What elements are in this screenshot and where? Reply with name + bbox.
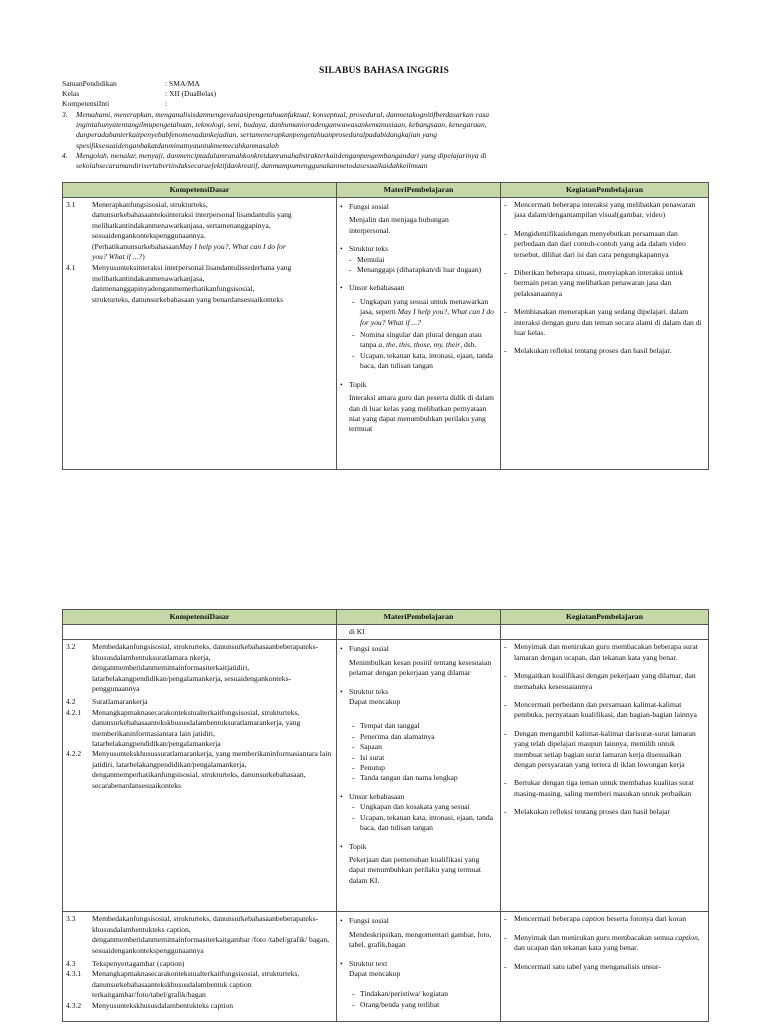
kegiatan-item: - Mencermati satu tabel yang menganalisis unsur-: [504, 961, 661, 971]
kd-item: 4.2.2 Menyusuntekskhusussuratlamarankerja, yang memberikaninformasiantara lain jatidiri, latarbelakangpendidikan/pengalamankerja, denganmemperhatikanfungsisosial, strukturteks, danunsurkebahasaan, secarabenardansesuaikonteks: [66, 749, 332, 790]
carry-materi-cell: di KI: [337, 625, 501, 640]
kegiatan-item: - Mencermati perbedann dan persamaan kalimat-kalimat pembuka, pernyataan kualifikasi, dan bagian-bagian lainnya: [504, 700, 697, 720]
meta-colon-value: : XII (DuaBelas): [165, 89, 217, 99]
kegiatan-item: - Dengan mengambil kalimat-kalimat darisurat-surat lamaran yang telah dipelajari maupun lainnya, memilih untuk membuat setiap bagian surat lamaran kerja disesuaikan dengan persyaratan yang tertera di iklan lowongan kerja: [504, 728, 696, 770]
kompetensi-inti-list: [62, 110, 712, 171]
kd-item: 4.3.1 Menangkapmaknasecarakontekstualterkaitfungsisosial, strukturteks, danunsurkebahasaantekskhususdalambentuk caption terkaitgambar/foto/tabel/grafik/bagan: [66, 969, 300, 1000]
bullet-icon: •: [340, 841, 343, 851]
kd-item: 4.3 Tekspenyertagambar (caption): [66, 959, 185, 969]
kegiatan-item: - Menyimak dan menirukan guru membacakan beberapa surat lamaran dengan ucapan, dan tekanan kata yang benar.: [504, 642, 698, 662]
document-title: SILABUS BAHASA INGGRIS: [318, 66, 450, 76]
kd-item: 4.1 Menyusunteksinteraksi interpersonal lisandantulissederhana yang melibatkantindakanmenawarkanjasa, danmenanggapinyadenganmemerhatikanfungsisosial, strukturteks, danunsurkebahasaan yang benardansesuaikonteks: [66, 263, 292, 304]
kd-item: 3.2 Membedakanfungsisosial, strukturteks, danunsurkebahasaanbeberapatekskhususdalambentuksuratlamara nkerja, denganmemberidanmemintainformasiterkaitjatidiri, latarbelakangpendidikan/pengalamankerja, sesuaidengankontekspenggunaannya: [66, 642, 319, 694]
identity-block: [62, 79, 365, 110]
kegiatan-cell: [501, 198, 709, 470]
bullet-icon: •: [340, 283, 343, 293]
kd-cell: [63, 912, 337, 1022]
bullet-icon: •: [340, 644, 343, 654]
materi-cell: • Fungsi sosial Menimbulkan kesan positif tentang kesesuaian pelamar dengan pekerjaan yang dilamar • Struktur teks Dapat mencakup - Tempat dan tanggal - Penerima dan alamatnya - Sapaan - Isi surat - Penutup - Tanda tangan dan nama lengkap • Unsur kebahasaan - Ungkapan dan kosakata yang sesuai - Ucapan, tekanan kata, intonasi, ejaan, tanda baca, dan tulisan tangan • Topik Pekerjaan dan pemenuhan kualifikasi yang dapat menumbuhkan perilaku yang termuat dalam KI.: [337, 640, 501, 912]
bullet-icon: •: [340, 686, 343, 696]
kegiatan-cell: [501, 912, 709, 1022]
meta-key: SatuanPendidikan: [62, 79, 117, 88]
kd-cell: [63, 640, 337, 912]
bullet-icon: •: [340, 958, 343, 968]
ki-item: 4. Mengolah, menalar, menyaji, danmenciptadalamranahkonkretdanranahabstrakterkaitdenganpengembangandari yang dipelajarinya di sekolahsecaramandirisertabertindaksecaraefektifdankreatif, danmampumenggunakanmetodasesuaikaidahkeilmuan: [62, 150, 487, 171]
kegiatan-item: - Mencermati beberapa caption beserta fotonya dari koran: [504, 914, 687, 924]
kegiatan-item: - Bertukar dengan tiga teman untuk membahas kualitas surat masing-masing, saling memberi masukan untuk perbaikan: [504, 778, 694, 798]
carry-kd-cell: [63, 625, 337, 640]
meta-colon-value: :: [165, 99, 168, 109]
bullet-icon: •: [340, 379, 343, 389]
kd-item: 4.2.1 Menangkapmaknasecarakontekstualterkaitfungsisosial, strukturteks, danunsurkebahasaantekskhususdalambentuksuratlamarankerja, yang memberikaninformasiantara lain jatidiri, latarbelakangpendidikan/pengalamankerja: [66, 707, 301, 749]
header-kompetensi-dasar: KompetensiDasar: [63, 183, 337, 198]
carry-kegiatan-cell: [501, 625, 709, 640]
meta-key: Kelas: [62, 89, 80, 99]
syllabus-table-2: [62, 609, 709, 1022]
kegiatan-item: - Menyimak dan menirukan guru membacakan semua caption, dan ucapan dan tekanan kata yang benar.: [504, 932, 700, 953]
kd-item: 3.3 Membedakanfungsisosial, strukturteks, danunsurkebahasaanbeberapatekskhususdalambentukteks caption, denganmemberidanmemintainformasiterkaitgambar /foto /tabel/grafik/ bagan, sesuaidengankontekspenggunaannya: [66, 914, 330, 955]
topik-text: Interaksi antara guru dan peserta didik di dalam dan di luar kelas yang melibatkan pernyataan niat yang dapat menumbuhkan perilaku yang termuat: [349, 393, 494, 434]
kegiatan-item: - Diberikan beberapa situasi, menyiapkan interaksi untuk bermain peran yang melibatkan penawaran jasa dan pelaksanaannya: [504, 268, 684, 298]
kegiatan-item: - Melakukan refleksi tentang proses dan hasil belajar.: [504, 346, 672, 356]
meta-colon-value: : SMA/MA: [165, 79, 200, 88]
meta-key: KompetensiInti: [62, 99, 110, 109]
header-kegiatan: KegiatanPembelajaran: [501, 610, 709, 625]
kd-cell: [63, 198, 337, 470]
bullet-icon: •: [340, 202, 343, 211]
bullet-icon: •: [340, 916, 343, 926]
materi-cell: • Fungsi sosial Menjalin dan menjaga hubungan interpersonal. • Struktur teks - Memulai - Menanggapi (diharapkan/di luar dugaan) • Unsur kebahasaan - Ungkapan yang sesuai untuk menawarkan jasa, seperti May I help you?, What can I do for you? What if ...? - Nomina singular dan plural dengan atau tanpa a, the, this, those, my, their, dsb. - Ucapan, tekanan kata, intonasi, ejaan, tanda baca, dan tulisan tangan • Topik Interaksi antara guru dan peserta didik di dalam dan di luar kelas yang melibatkan pernyataan niat yang dapat menumbuhkan perilaku yang termuat: [337, 198, 501, 470]
header-materi: MateriPembelajaran: [337, 610, 501, 625]
bullet-icon: •: [340, 791, 343, 801]
kd-item: 4.3.2 Menyusuntekskhususdalambentukteks caption: [66, 1000, 234, 1010]
kegiatan-item: - Melakukan refleksi tentang proses dan hasil belajar: [504, 807, 671, 817]
kd-item: 4.2 Suratlamarankerja: [66, 697, 148, 707]
kegiatan-item: - Mengaitkan kualifikasi dengan pekerjaan yang dilamar, dan memahaks kesesuaiannya: [504, 671, 696, 691]
syllabus-table-1: [62, 182, 709, 470]
materi-cell: • Fungsi sosial Mendeskripsikan, mengomentari gambar, foto, tabel, grafik,bagan • Struktur text Dapat mencakup - Tindakan/peristiwa/ kegiatan - Orang/benda yang terlibat: [337, 912, 501, 1022]
kegiatan-item: - Membiasakan menerapkan yang sedang dipelajari. dalam interaksi dengan guru dan teman secara alami di dalam dan di luar kelas.: [504, 307, 702, 338]
ki-item: 3. Memahami, menerapkan, menganalisisdanmengevaluasipengetahuanfaktual, konseptual, prosedural, danmetakognitifberdasarkan rasa ingintahunyatentangilmupengetahuan, teknologi, seni, budaya, danhumanioradenganwawasankemanusiaan, kebangsaan, kenegaraan, danperadabanterkaitpenyebabfenomenadankejadian, sertamenerapkanpengetahuanproseduralpadabidangkajian yang spesifiksesuaidenganbakatdanminatnyauntukmemecahkanmasalah: [62, 110, 490, 150]
header-materi: MateriPembelajaran: [337, 183, 501, 198]
kegiatan-item: - Mengidentifikasidengan menyebutkan persamaan dan perbedaan dan dari contoh-contoh yang ada dalam video tersebut, dilihat dari isi dan cara pengungkapannya: [504, 228, 686, 259]
kd-item: 3.1 Menerapkanfungsisosial, strukturteks, danunsurkebahasaanteksinteraksi interpersonal lisandantulis yang melibatkantindakanmenawarkanjasa, sertamenanggapinya, sesuaidengankontekspenggunaannya. (PerhatikanunsurkebahasaanMay I help you?, What can I do for you? What if ...?): [66, 200, 292, 262]
header-kegiatan: KegiatanPembelajaran: [501, 183, 709, 198]
bullet-icon: •: [340, 244, 343, 254]
kegiatan-cell: [501, 640, 709, 912]
kegiatan-item: - Mencermati beberapa interaksi yang melibatkan penawaran jasa dalam/dengantampilan visual(gambar, video): [504, 200, 696, 220]
header-kompetensi-dasar: KompetensiDasar: [63, 610, 337, 625]
